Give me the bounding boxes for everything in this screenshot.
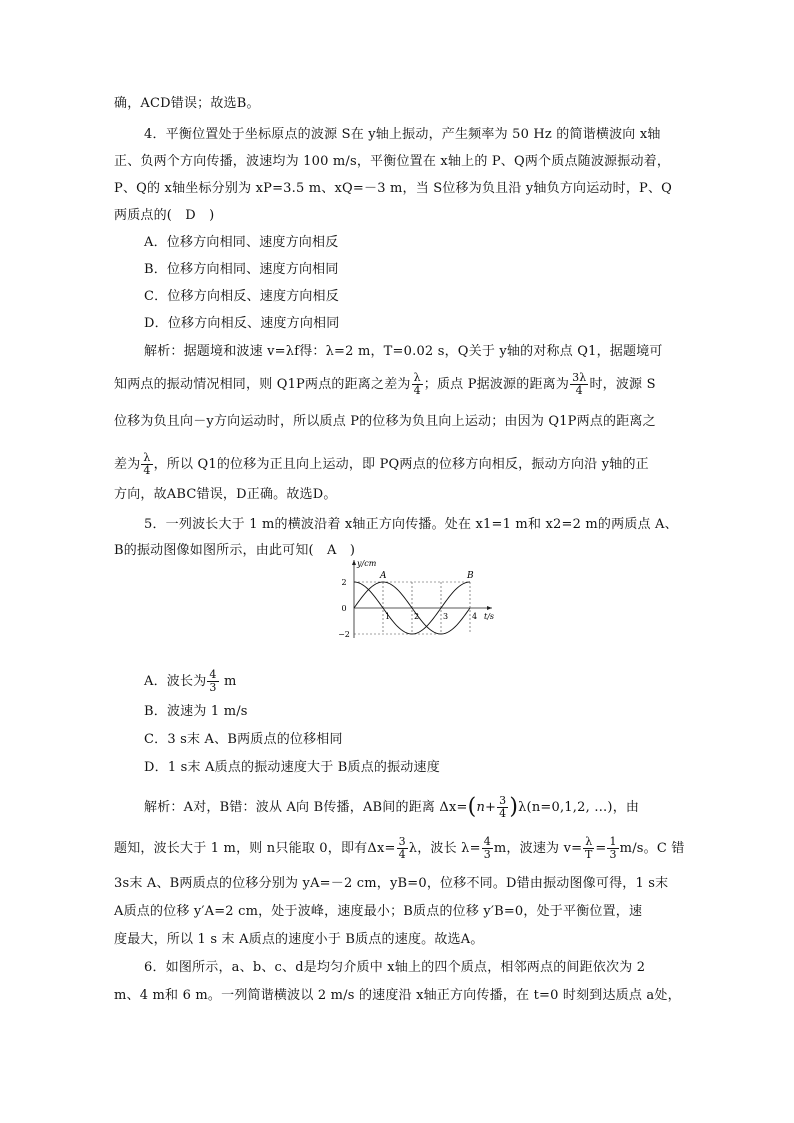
fraction [583,836,594,861]
text-line: B的振动图像如图所示，由此可知( A ) [114,543,356,558]
analysis-line: 方向，故ABC错误，D正确。故选D。 [114,487,337,502]
text-span: m [223,674,237,689]
numerator: λ [585,835,593,848]
fraction [397,836,408,861]
text-span: n+ [476,800,497,815]
y-tick-label: −2 [338,630,350,639]
denominator: 3 [609,848,617,861]
text-span: λ，波长 λ= [408,841,481,856]
analysis-line [114,372,694,397]
denominator: 4 [575,384,583,397]
analysis-line: 位移为负且向－y方向运动时，所以质点 P的位移为负且向上运动；由因为 Q1P两点的距离之 [114,414,656,429]
series-label: A [380,571,387,581]
question-5: 5．一列波长大于 1 m的横波沿着 x轴正方向传播。处在 x1=1 m和 x2=2 m的两质点 A、 [144,517,678,532]
option-d: D．位移方向相反、速度方向相同 [144,316,340,331]
analysis-line: 度最大，所以 1 s 末 A质点的速度小于 B质点的速度。故选A。 [114,932,484,947]
text-span: 时，波源 S [589,377,656,392]
text-span: 题知，波长大于 1 m，则 n只能取 0，即有Δx= [114,841,396,856]
y-axis-arrow [352,560,356,565]
question-6: 6．如图所示，a、b、c、d是均匀介质中 x轴上的四个质点，相邻两点的间距依次为 2 [144,960,646,975]
option-c: C．位移方向相反、速度方向相反 [144,289,339,304]
analysis-line: 解析：据题境和波速 v=λf得：λ=2 m，T=0.02 s，Q关于 y轴的对称点 Q1，据题境可 [144,344,663,359]
text-span: 知两点的振动情况相同，则 Q1P两点的距离之差为 [114,377,411,392]
x-tick-label: 3 [443,612,449,621]
x-tick-label: 1 [385,612,391,621]
text-span: = [595,841,607,856]
fraction [607,836,618,861]
analysis-line [144,795,724,820]
denominator: 3 [209,681,217,694]
option-d: D．1 s末 A质点的振动速度大于 B质点的振动速度 [144,760,440,775]
numerator: 3 [398,835,406,848]
analysis-line: 3s末 A、B两质点的位移分别为 yA=－2 cm，yB=0，位移不同。D错由振动图像可得，1 s末 [114,876,669,891]
analysis-line [114,452,694,477]
vibration-graph [334,559,495,648]
numerator: λ [143,451,151,464]
y-axis-label: y/cm [357,559,377,568]
fraction [207,669,218,694]
paren: ) [509,794,519,820]
x-tick-label: 4 [472,612,478,621]
text-span: m/s。C 错 [619,841,685,856]
analysis-line [114,836,694,861]
fraction [497,795,508,820]
y-tick-label: 0 [341,604,347,613]
option-a: A．位移方向相同、速度方向相反 [144,235,339,250]
text-span: λ(n=0,1,2, …)，由 [518,800,640,815]
fraction [141,452,152,477]
x-tick-label: 2 [414,612,420,621]
fraction [482,836,493,861]
text-line: 确，ACD错误；故选B。 [114,96,260,111]
option-a [144,669,724,694]
denominator: 4 [398,848,406,861]
numerator: 1 [609,835,617,848]
denominator: T [585,848,593,861]
question-4: 4．平衡位置处于坐标原点的波源 S在 y轴上振动，产生频率为 50 Hz 的简谐横波向 x轴 [144,127,661,142]
denominator: 4 [499,807,507,820]
y-tick-label: 2 [341,578,347,587]
numerator: 4 [209,668,217,681]
text-line: 正、负两个方向传播，波速均为 100 m/s，平衡位置在 x轴上的 P、Q两个质点随波源振动着， [114,154,671,169]
text-span: ，所以 Q1的位移为正且向上运动，即 PQ两点的位移方向相反，振动方向沿 y轴的正 [153,457,649,472]
paren: ( [467,794,477,820]
text-span: 差为 [114,457,141,472]
option-b: B．波速为 1 m/s [144,704,248,719]
fraction [570,372,588,397]
x-axis-label: t/s [484,612,495,621]
numerator: 4 [483,835,491,848]
text-line: P、Q的 x轴坐标分别为 xP=3.5 m、xQ=－3 m，当 S位移为负且沿 y轴负方向运动时，P、Q [114,181,673,196]
option-c: C．3 s末 A、B两质点的位移相同 [144,732,343,747]
text-line: m、4 m和 6 m。一列简谐横波以 2 m/s 的速度沿 x轴正方向传播，在 t=0 时刻到达质点 a处， [114,988,681,1003]
x-axis-arrow [487,606,492,610]
series-label: B [467,571,474,581]
fraction [412,372,423,397]
text-span: ；质点 P据波源的距离为 [423,377,570,392]
option-b: B．位移方向相同、速度方向相同 [144,262,339,277]
denominator: 3 [483,848,491,861]
text-span: A．波长为 [144,674,207,689]
denominator: 4 [413,384,421,397]
text-line: 两质点的( D ) [114,208,215,223]
analysis-line: A质点的位移 y′A=2 cm，处于波峰，速度最小；B质点的位移 y′B=0，处于平衡位置，速 [114,904,643,919]
numerator: λ [413,371,421,384]
text-span: m，波速为 v= [493,841,583,856]
numerator: 3 [499,794,507,807]
numerator: 3λ [572,371,587,384]
denominator: 4 [143,464,151,477]
text-span: 解析：A对，B错：波从 A向 B传播，AB间的距离 Δx= [144,800,468,815]
